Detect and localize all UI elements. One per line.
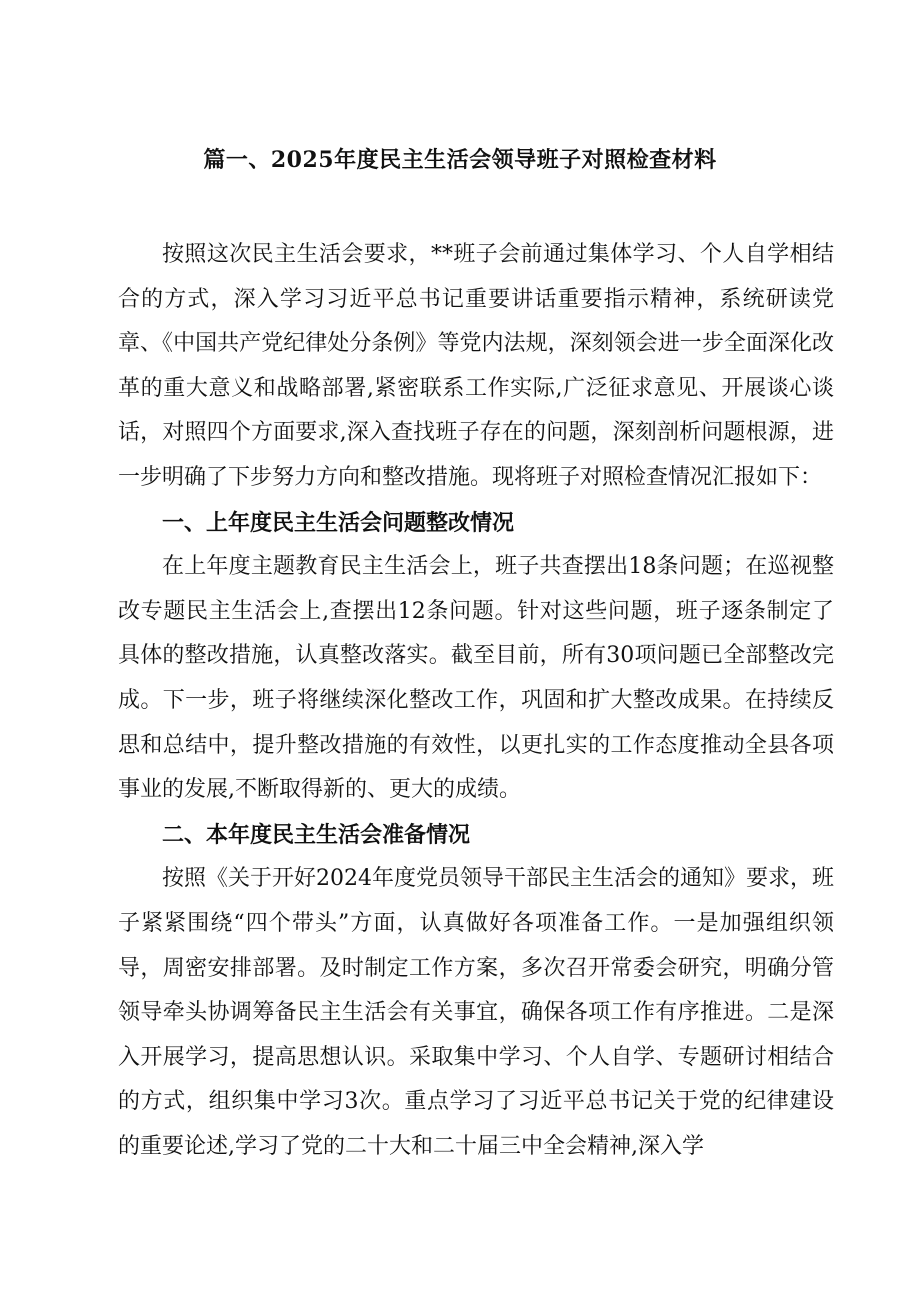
document-body	[118, 233, 834, 1169]
document-title: 篇一、2025年度民主生活会领导班子对照检查材料	[203, 147, 717, 173]
section-1-heading: 一、上年度民主生活会问题整改情况	[162, 509, 515, 536]
section-1-paragraph: 在上年度主题教育民主生活会上，班子共查摆出18条问题；在巡视整改专题民主生活会上,查摆出12条问题。针对这些问题，班子逐条制定了具体的整改措施，认真整改落实。截至目前，所有30项问题已全部整改完成。下一步，班子将继续深化整改工作，巩固和扩大整改成果。在持续反思和总结中，提升整改措施的有效性，以更扎实的工作态度推动全县各项事业的发展,不断取得新的、更大的成绩。	[118, 554, 834, 803]
intro-paragraph: 按照这次民主生活会要求，**班子会前通过集体学习、个人自学相结合的方式，深入学习习近平总书记重要讲话重要指示精神，系统研读党章、《中国共产党纪律处分条例》等党内法规，深刻领会进一步全面深化改革的重大意义和战略部署,紧密联系工作实际,广泛征求意见、开展谈心谈话，对照四个方面要求,深入查找班子存在的问题，深刻剖析问题根源，进一步明确了下步努力方向和整改措施。现将班子对照检查情况汇报如下：	[118, 242, 834, 490]
section-2-paragraph: 按照《关于开好2024年度党员领导干部民主生活会的通知》要求，班子紧紧围绕“四个带头”方面，认真做好各项准备工作。一是加强组织领导，周密安排部署。及时制定工作方案，多次召开常委会研究，明确分管领导牵头协调筹备民主生活会有关事宜，确保各项工作有序推进。二是深入开展学习，提高思想认识。采取集中学习、个人自学、专题研讨相结合的方式，组织集中学习3次。重点学习了习近平总书记关于党的纪律建设的重要论述,学习了党的二十大和二十届三中全会精神,深入学	[118, 866, 834, 1159]
section-2-heading: 二、本年度民主生活会准备情况	[162, 821, 471, 848]
